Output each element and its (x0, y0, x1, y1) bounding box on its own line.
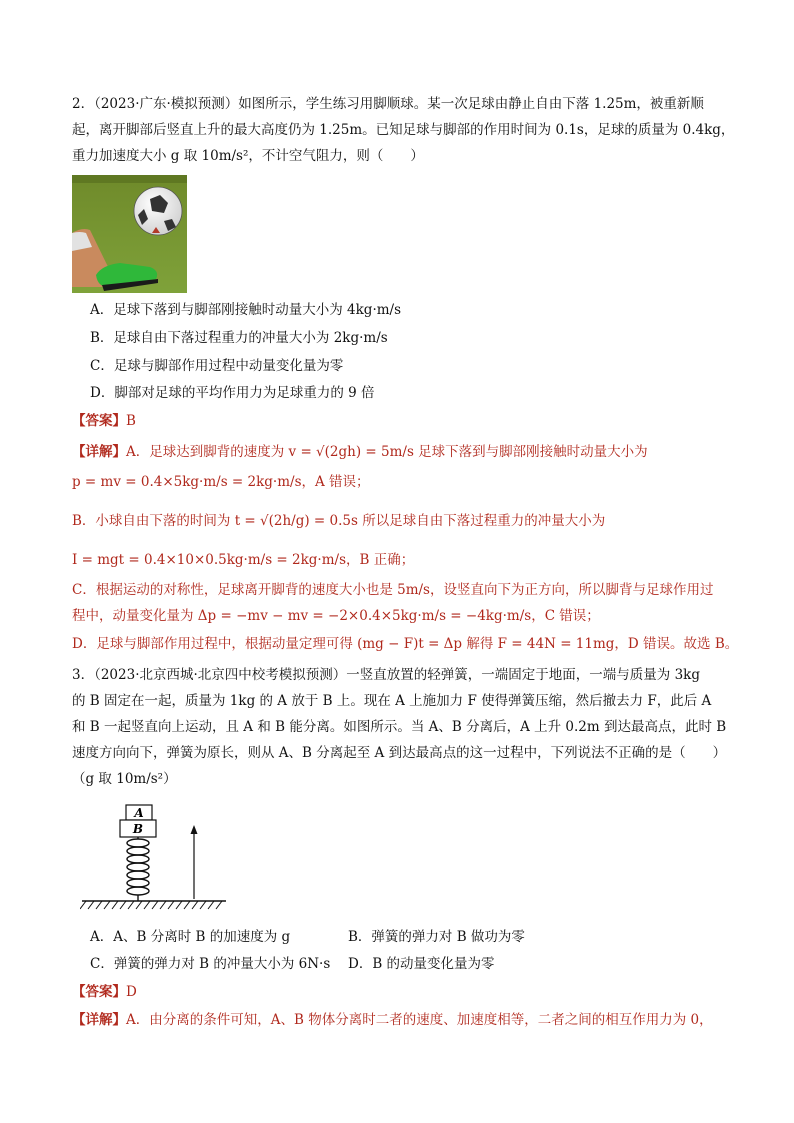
q2-answer-value: B (126, 413, 136, 429)
q3-answer (72, 982, 137, 1002)
spring (127, 837, 149, 901)
q2-option-b: B．足球自由下落过程重力的冲量大小为 2kg·m/s (90, 330, 388, 346)
q2-detail-tag: 【详解】 (72, 444, 126, 460)
q3-stem-line-3: 和 B 一起竖直向上运动，且 A 和 B 能分离。如图所示。当 A、B 分离后，A 上升 0.2m 到达最高点，此时 B (72, 719, 727, 735)
q3-detail-text-1: A．由分离的条件可知，A、B 物体分离时二者的速度、加速度相等，二者之间的相互作用力为 0， (126, 1012, 713, 1028)
q2-stem-line-3: 重力加速度大小 g 取 10m/s²，不计空气阻力，则（ ） (72, 148, 424, 164)
q3-detail-line-1 (72, 1010, 713, 1030)
q2-detail-line-5: C．根据运动的对称性，足球离开脚背的速度大小也是 5m/s，设竖直向下为正方向，所以脚背与足球作用过 (72, 582, 714, 598)
q2-detail-text-1: A．足球达到脚背的速度为 v = √(2gh) = 5m/s 足球下落到与脚部刚接触时动量大小为 (126, 444, 648, 460)
spring-block-diagram (80, 803, 230, 915)
q2-answer (72, 411, 136, 431)
q2-stem-line-1: 2．（2023·广东·模拟预测）如图所示，学生练习用脚顺球。某一次足球由静止自由下落 1.25m，被重新顺 (72, 96, 704, 112)
block-a-label: A (134, 806, 144, 820)
q2-detail-line-2 (72, 472, 370, 492)
q3-answer-tag: 【答案】 (72, 984, 126, 1000)
q3-option-b: B．弹簧的弹力对 B 做功为零 (348, 929, 525, 945)
q2-detail-line-7: D．足球与脚部作用过程中，根据动量定理可得 (mg − F)t = Δp 解得 F = 44N = 11mg，D 错误。故选 B。 (72, 636, 739, 652)
q2-detail-line-3: B．小球自由下落的时间为 t = √(2h/g) = 0.5s 所以足球自由下落过程重力的冲量大小为 (72, 513, 606, 529)
football-photo (72, 175, 187, 293)
q2-option-a: A．足球下落到与脚部刚接触时动量大小为 4kg·m/s (90, 302, 402, 318)
q3-stem-line-2: 的 B 固定在一起，质量为 1kg 的 A 放于 B 上。现在 A 上施加力 F 使得弹簧压缩，然后撤去力 F，此后 A (72, 693, 712, 709)
q3-detail-tag: 【详解】 (72, 1012, 126, 1028)
q2-detail-line-4: I = mgt = 0.4×10×0.5kg·m/s = 2kg·m/s，B 正确； (72, 552, 415, 568)
q2-answer-tag: 【答案】 (72, 413, 126, 429)
q2-detail-line-1 (72, 442, 648, 462)
q2-option-d: D．脚部对足球的平均作用力为足球重力的 9 倍 (90, 385, 375, 401)
velocity-arrow (191, 825, 198, 899)
q2-detail-text-2: p = mv = 0.4×5kg·m/s = 2kg·m/s，A 错误； (72, 474, 370, 490)
q3-stem-line-4: 速度方向向下，弹簧为原长，则从 A、B 分离起至 A 到达最高点的这一过程中，下列说法不正确的是（ ） (72, 745, 727, 761)
q3-stem-line-5: （g 取 10m/s²） (72, 771, 177, 787)
q3-option-a: A．A、B 分离时 B 的加速度为 g (90, 929, 291, 945)
q2-option-c: C．足球与脚部作用过程中动量变化量为零 (90, 358, 344, 374)
q2-detail-line-6: 程中，动量变化量为 Δp = −mv − mv = −2×0.4×5kg·m/s = −4kg·m/s，C 错误； (72, 608, 600, 624)
ground-hatching (80, 901, 222, 909)
q3-answer-value: D (126, 984, 137, 1000)
q3-stem-line-1: 3．（2023·北京西城·北京四中校考模拟预测）一竖直放置的轻弹簧，一端固定于地面，一端与质量为 3kg (72, 667, 700, 683)
q3-option-c: C．弹簧的弹力对 B 的冲量大小为 6N·s (90, 956, 331, 972)
q2-stem-line-2: 起，离开脚部后竖直上升的最大高度仍为 1.25m。已知足球与脚部的作用时间为 0.1s，足球的质量为 0.4kg， (72, 122, 735, 138)
block-b-label: B (132, 822, 144, 836)
q3-option-d: D．B 的动量变化量为零 (348, 956, 495, 972)
